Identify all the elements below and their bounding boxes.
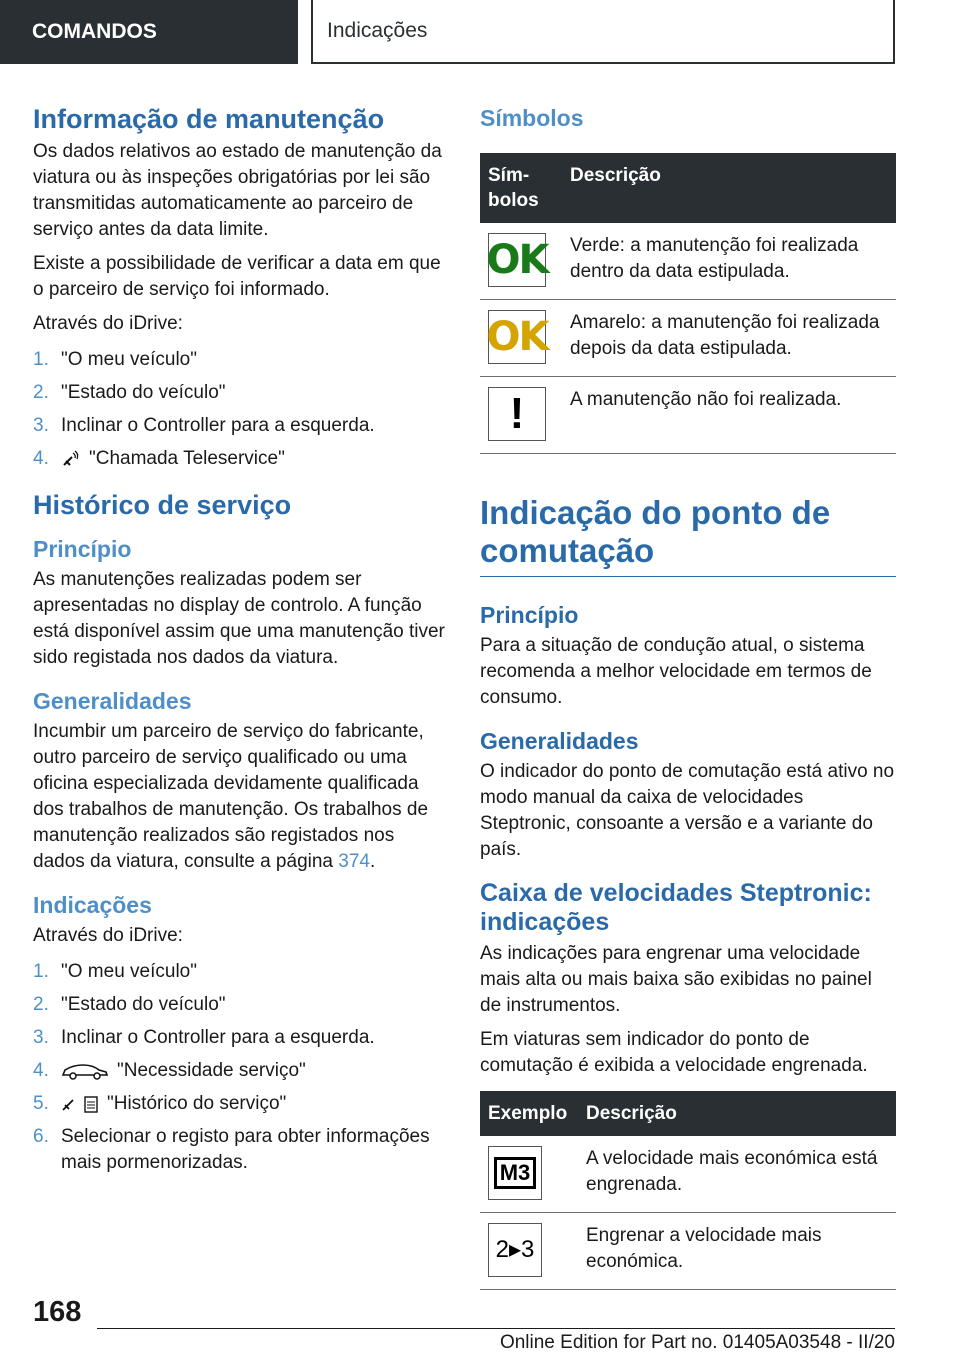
list-text: "O meu veículo" [61,349,197,370]
symbols-table [480,153,896,454]
list-text: "Estado do veículo" [61,382,226,403]
paragraph-info-1: Os dados relativos ao estado de manutenção da viatura ou às inspeções obrigatórias por lei são transmitidas automaticamente ao parceiro de serviço antes da data limite. [33,141,442,240]
list-text: Selecionar o registo para obter informações mais pormenorizadas. [61,1126,430,1173]
list-number: 4. [33,1060,49,1081]
table-row [480,300,896,377]
table-row [480,1136,896,1213]
list-item [33,959,449,985]
heading-historico: Histórico de serviço [33,490,292,520]
service-history-icon [61,1094,99,1114]
ok-green-icon: OK [488,233,546,287]
table-cell: A velocidade mais económica está engrenada. [578,1136,896,1213]
paragraph-principio-left: As manutenções realizadas podem ser apresentadas no display de controlo. A função está disponível assim que uma manutenção tiver sido registada nos dados da viatura. [33,569,445,668]
right-column [480,100,896,1290]
list-text: Inclinar o Controller para a esquerda. [61,1027,375,1048]
list-text: "Estado do veículo" [61,994,226,1015]
table-header-row [480,153,896,223]
table-cell: Engrenar a velocidade mais económica. [578,1213,896,1290]
list-number: 1. [33,961,49,982]
heading-generalidades-right: Generalidades [480,728,639,754]
table-cell: A manutenção não foi realizada. [562,377,896,454]
page-number: 168 [33,1296,82,1328]
upshift-icon: 2▸3 [488,1223,542,1277]
car-icon [61,1062,109,1080]
paragraph-caixa-2: Em viaturas sem indicador do ponto de comutação é exibida a velocidade engrenada. [480,1029,868,1076]
heading-informacao: Informação de manutenção [33,104,385,134]
list-text: "Necessidade serviço" [117,1060,306,1081]
table-row [480,377,896,454]
list-item [33,347,449,373]
list-item [33,992,449,1018]
paragraph-info-2: Existe a possibilidade de verificar a data em que o parceiro de serviço foi informado. [33,253,441,300]
table-header-row [480,1091,896,1136]
page-link[interactable]: 374 [338,851,370,872]
table-row [480,223,896,300]
teleservice-icon [61,449,81,469]
list-number: 4. [33,448,49,469]
table-header: Descrição [562,153,896,223]
list-text: "Chamada Teleservice" [89,448,285,469]
list-number: 6. [33,1126,49,1147]
paragraph-via-2: Através do iDrive: [33,925,183,946]
examples-table [480,1091,896,1290]
list-item [33,380,449,406]
table-header: Exemplo [480,1091,578,1136]
heading-ponto-comutacao: Indicação do ponto de comutação [480,494,896,577]
footer-divider [97,1328,895,1329]
list-number: 1. [33,349,49,370]
table-cell: Verde: a manutenção foi realizada dentro da data estipulada. [562,223,896,300]
paragraph-caixa-1: As indicações para engrenar uma velocidade mais alta ou mais baixa são exibidas no painel de instrumentos. [480,943,872,1016]
table-row [480,1213,896,1290]
gear-m3-icon: M3 [488,1146,542,1200]
list-item [33,1025,449,1051]
steps-list-1 [33,347,449,472]
page-tab [311,0,895,64]
page-tab-label: Indicações [327,19,428,42]
list-number: 2. [33,994,49,1015]
exclamation-icon: ! [488,387,546,441]
heading-indicacoes: Indicações [33,892,152,918]
paragraph-text: . [369,851,376,872]
list-item [33,413,449,439]
list-number: 2. [33,382,49,403]
heading-generalidades-left: Generalidades [33,688,192,714]
paragraph-generalidades-right: O indicador do ponto de comutação está ativo no modo manual da caixa de velocidades Steptronic, consoante a versão e a variante do país. [480,761,895,860]
list-number: 3. [33,1027,49,1048]
heading-principio-right: Princípio [480,602,579,628]
steps-list-2 [33,959,449,1176]
table-cell: Amarelo: a manutenção foi realizada depois da data estipulada. [562,300,896,377]
list-item [33,1091,449,1117]
list-text: "Histórico do serviço" [107,1093,287,1114]
list-item [33,1058,449,1084]
ok-yellow-icon: OK [488,310,546,364]
list-number: 5. [33,1093,49,1114]
list-text: "O meu veículo" [61,961,197,982]
section-tab [0,0,298,64]
footer-edition: Online Edition for Part no. 01405A03548 - II/20 [499,1332,895,1353]
heading-caixa-steptronic: Caixa de velocidades Steptronic: indicações [480,879,872,936]
list-item [33,1124,449,1176]
paragraph-principio-right: Para a situação de condução atual, o sistema recomenda a melhor velocidade em termos de consumo. [480,635,872,708]
section-tab-label: COMANDOS [32,20,157,43]
paragraph-via-1: Através do iDrive: [33,313,183,334]
table-header: Sím-bolos [480,153,562,223]
paragraph-text: Incumbir um parceiro de serviço do fabricante, outro parceiro de serviço qualificado ou uma oficina especializada devidamente qualificada dos trabalhos de manutenção. Os trabalhos de manutenção realizados são registados nos dados da viatura, consulte a página [33,721,429,872]
left-column [33,100,449,1183]
heading-principio-left: Princípio [33,536,132,562]
list-number: 3. [33,415,49,436]
paragraph-generalidades-left [33,719,449,875]
table-header: Descrição [578,1091,896,1136]
list-item [33,446,449,472]
heading-simbolos: Símbolos [480,105,584,131]
list-text: Inclinar o Controller para a esquerda. [61,415,375,436]
